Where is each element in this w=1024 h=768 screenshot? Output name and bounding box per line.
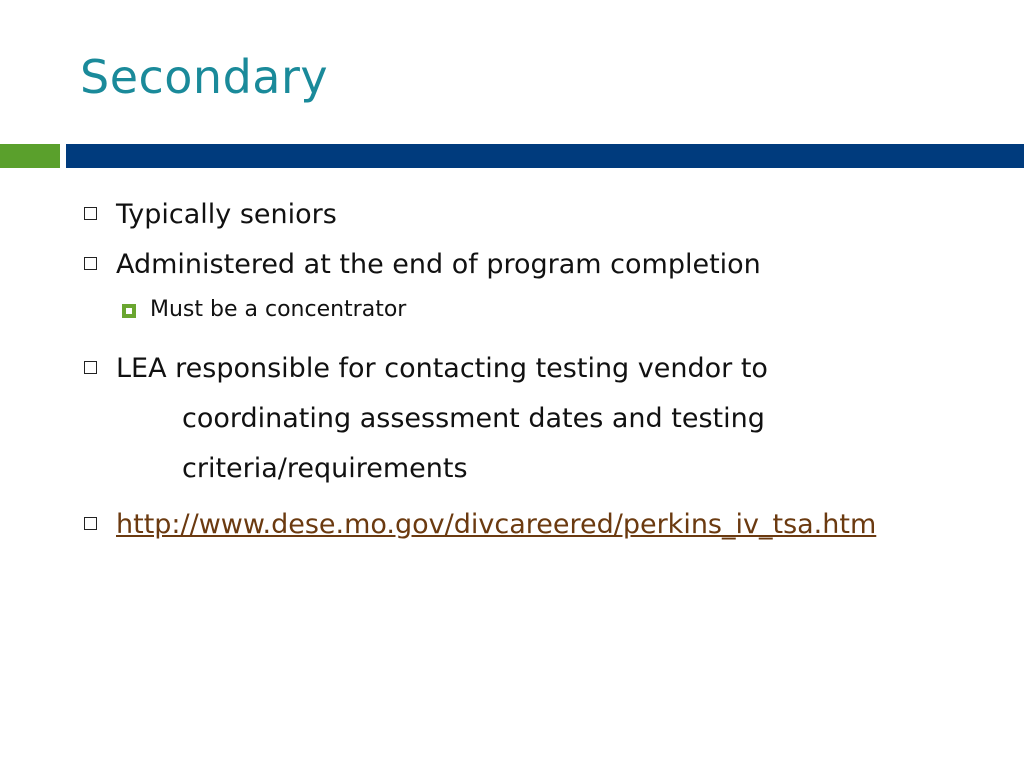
bullet-text: Typically seniors	[116, 199, 337, 230]
bullet-text-line: LEA responsible for contacting testing vendor to	[116, 353, 768, 384]
hollow-square-bullet-icon	[84, 207, 97, 220]
accent-bar-blue	[66, 144, 1024, 168]
bullet-text: Administered at the end of program completion	[116, 249, 761, 280]
sub-bullet-text: Must be a concentrator	[150, 297, 407, 322]
hollow-square-bullet-icon	[84, 257, 97, 270]
bullet-text-line: criteria/requirements	[182, 453, 468, 484]
slide-content	[80, 190, 970, 550]
bullet-item	[80, 344, 970, 494]
bullet-text	[116, 344, 970, 494]
bullet-text-line: coordinating assessment dates and testing	[182, 403, 765, 434]
bullet-item	[80, 190, 970, 240]
tsa-link[interactable]: http://www.dese.mo.gov/divcareered/perkins_iv_tsa.htm	[116, 509, 877, 540]
bullet-item	[80, 240, 970, 290]
hollow-square-bullet-icon	[84, 517, 97, 530]
accent-bar-green	[0, 144, 60, 168]
bullet-item	[80, 500, 970, 550]
sub-bullet-item	[80, 290, 970, 330]
hollow-square-bullet-icon	[84, 361, 97, 374]
filled-square-bullet-icon	[122, 304, 136, 318]
slide-title: Secondary	[80, 50, 329, 104]
